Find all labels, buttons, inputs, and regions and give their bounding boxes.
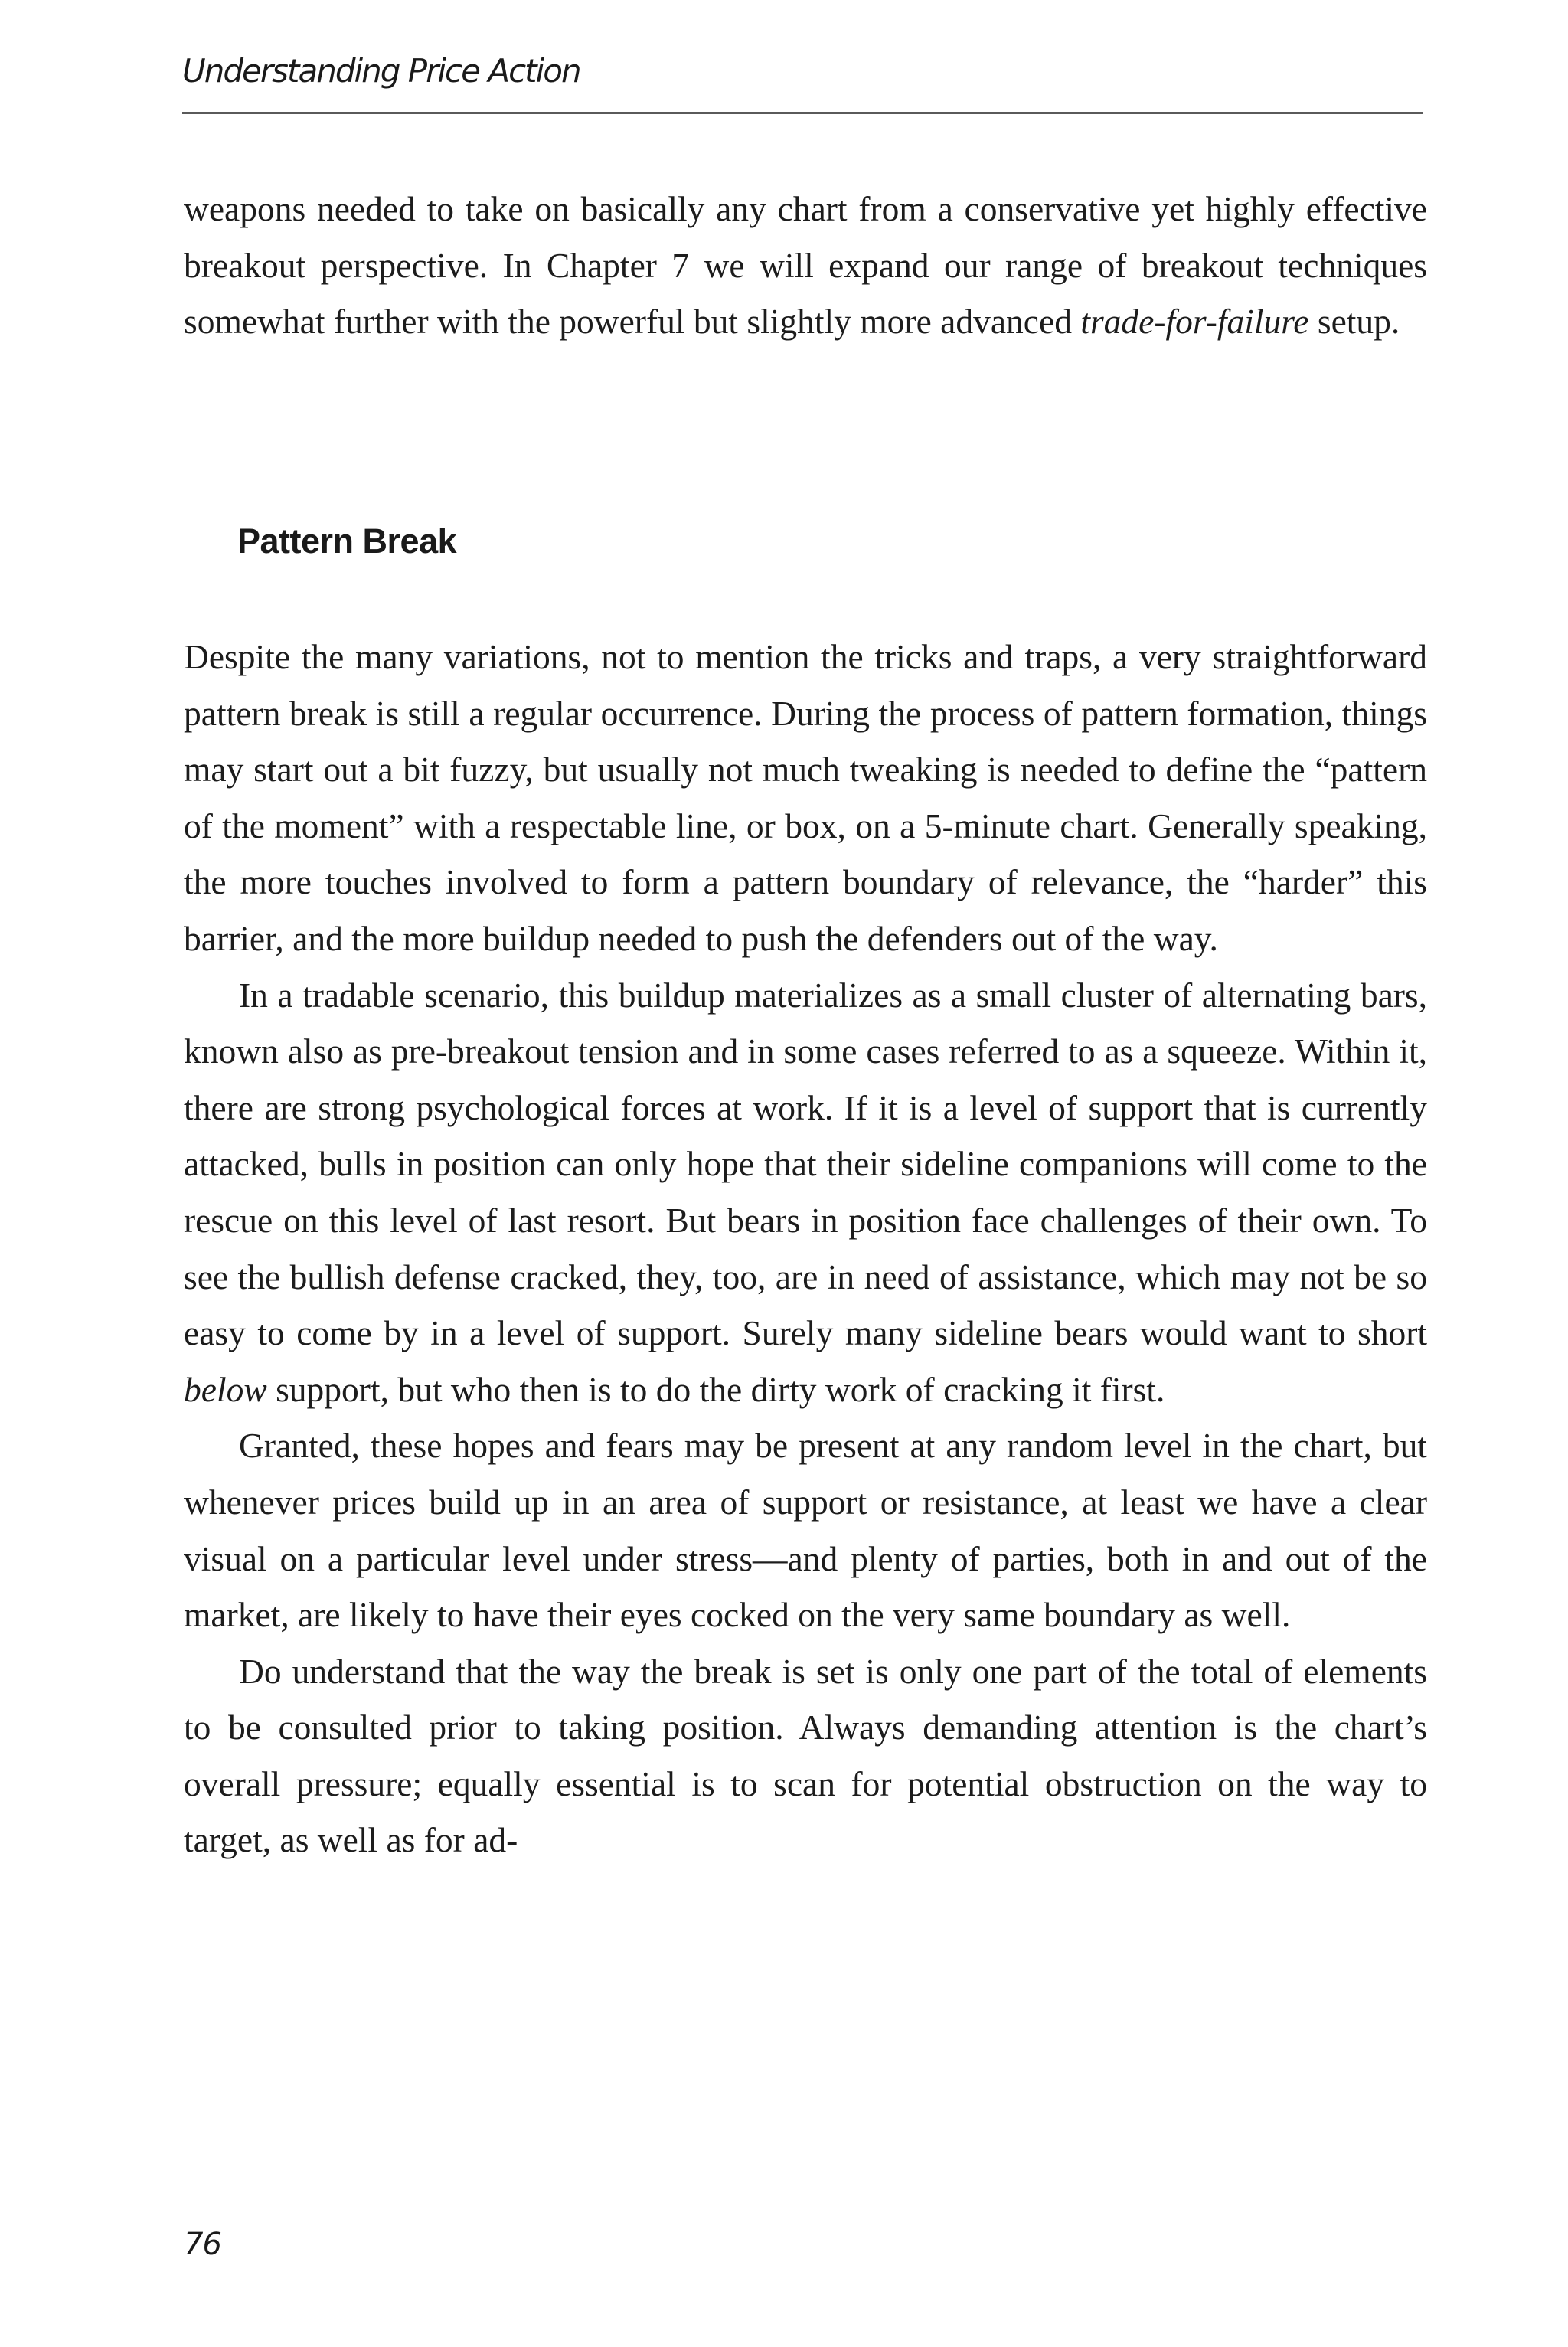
intro-text <box>184 181 1427 350</box>
running-head: Understanding Price Action <box>182 52 580 90</box>
paragraph-1: Despite the many variations, not to mention the tricks and traps, a very straightforward pattern break is still a regular occurrence. During the process of pattern formation, things may start out a bit fuzzy, but usually not much tweaking is needed to define the “pattern of the moment” with a respectable line, or box, on a 5-minute chart. Generally speaking, the more touches involved to form a pattern boundary of relevance, the “harder” this barrier, and the more buildup needed to push the defenders out of the way. <box>184 637 1427 958</box>
paragraph-2-italic: below <box>184 1369 267 1409</box>
paragraph-4: Do understand that the way the break is set is only one part of the total of elements to be consulted prior to taking position. Always demanding attention is the chart’s overall pressure; equally essential is to scan for potential obstruction on the way to target, as well as for ad- <box>184 1651 1427 1860</box>
page-number: 76 <box>184 2227 221 2262</box>
paragraph-2-after-italic: support, but who then is to do the dirty work of cracking it first. <box>266 1369 1165 1409</box>
paragraph-3: Granted, these hopes and fears may be present at any random level in the chart, but whenever prices build up in an area of support or resistance, at least we have a clear visual on a particular level under stress—and plenty of parties, both in and out of the market, are likely to have their eyes cocked on the very same boundary as well. <box>184 1426 1427 1635</box>
intro-text-before-italic: weapons needed to take on basically any chart from a conservative yet highly effective breakout perspective. In Chapter 7 we will expand our range of breakout techniques somewhat further with the powerful but slightly more advanced <box>184 189 1427 342</box>
intro-italic-term: trade-for-failure <box>1080 302 1309 342</box>
paragraph-2 <box>184 967 1427 1418</box>
paragraph-2-before-italic: In a tradable scenario, this buildup materializes as a small cluster of alternating bars, known also as pre-breakout tension and in some cases referred to as a squeeze. Within it, there are strong psychological forces at work. If it is a level of support that is currently attacked, bulls in position can only hope that their sideline companions will come to the rescue on this level of last resort. But bears in position face challenges of their own. To see the bullish defense cracked, they, too, are in need of assistance, which may not be so easy to come by in a level of support. Surely many sideline bears would want to short <box>184 975 1427 1353</box>
intro-paragraph <box>184 181 1427 350</box>
header-rule <box>182 112 1423 114</box>
section-heading: Pattern Break <box>237 521 457 561</box>
intro-text-after-italic: setup. <box>1308 302 1400 342</box>
section-body <box>184 629 1427 1868</box>
